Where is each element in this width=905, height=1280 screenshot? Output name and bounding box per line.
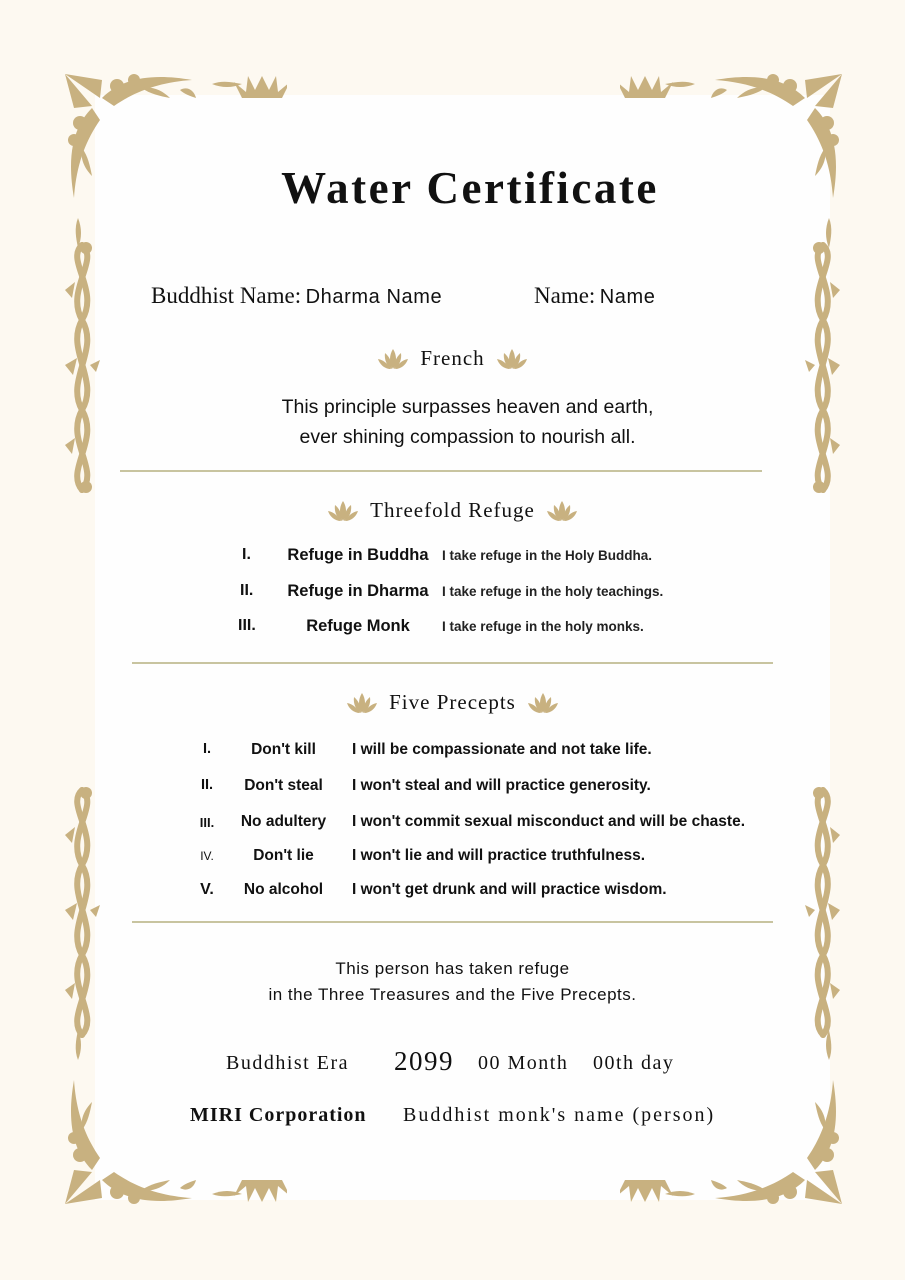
item-term: Refuge in Dharma: [287, 582, 429, 600]
era-year[interactable]: 2099: [394, 1046, 454, 1076]
signature-row: [0, 1100, 905, 1130]
names-row: [151, 283, 771, 315]
era-label: Buddhist Era: [226, 1052, 349, 1074]
item-term: Don't lie: [253, 847, 314, 864]
certificate-title: Water Certificate: [281, 163, 659, 213]
name-block: [534, 283, 656, 309]
item-description: I won't get drunk and will practice wisdom.: [352, 881, 667, 898]
section-heading-five-precepts: [0, 690, 905, 715]
item-number: II.: [240, 582, 254, 599]
lotus-icon: [495, 347, 529, 371]
item-description: I take refuge in the holy monks.: [442, 619, 644, 634]
date-month[interactable]: 00 Month: [478, 1052, 569, 1074]
organization-name: MIRI Corporation: [190, 1104, 367, 1126]
item-description: I take refuge in the holy teachings.: [442, 584, 664, 599]
name-label: Name:: [534, 283, 596, 308]
item-number: IV.: [200, 849, 214, 863]
item-description: I take refuge in the Holy Buddha.: [442, 548, 653, 563]
item-term: Refuge Monk: [306, 617, 410, 635]
buddhist-name-label: Buddhist Name:: [151, 283, 302, 308]
item-number: I.: [202, 741, 212, 757]
five-precepts-heading: Five Precepts: [389, 690, 516, 714]
item-term: Don't steal: [244, 777, 323, 794]
item-description: I won't steal and will practice generosity.: [352, 777, 651, 794]
lotus-icon: [345, 691, 379, 715]
french-line-1: This principle surpasses heaven and earth,: [281, 396, 654, 418]
french-line-2: ever shining compassion to nourish all.: [299, 426, 636, 448]
monk-name[interactable]: Buddhist monk's name (person): [403, 1104, 716, 1126]
section-heading-threefold-refuge: [0, 498, 905, 523]
item-term: Refuge in Buddha: [287, 546, 429, 564]
buddhist-name-value[interactable]: Dharma Name: [305, 286, 443, 308]
item-term: No alcohol: [243, 881, 324, 898]
lotus-icon: [326, 499, 360, 523]
item-number: II.: [200, 777, 214, 793]
item-number: I.: [242, 546, 251, 563]
item-term: Don't kill: [251, 741, 316, 758]
lotus-icon: [376, 347, 410, 371]
date-row: [0, 1046, 905, 1080]
item-description: I won't lie and will practice truthfulness.: [352, 847, 646, 864]
name-value[interactable]: Name: [599, 286, 656, 308]
item-number: III.: [238, 617, 256, 634]
french-heading: French: [420, 346, 485, 370]
closing-line-2: in the Three Treasures and the Five Precepts.: [268, 985, 637, 1004]
lotus-icon: [545, 499, 579, 523]
divider: [120, 470, 762, 472]
closing-line-1: This person has taken refuge: [335, 959, 570, 978]
threefold-refuge-heading: Threefold Refuge: [370, 498, 535, 522]
item-term: No adultery: [240, 813, 327, 830]
item-description: I won't commit sexual misconduct and will be chaste.: [352, 813, 745, 830]
section-heading-french: [0, 346, 905, 371]
item-number: III.: [199, 815, 215, 830]
item-number: V.: [200, 881, 214, 898]
divider: [132, 921, 773, 923]
lotus-icon: [526, 691, 560, 715]
divider: [132, 662, 773, 664]
item-description: I will be compassionate and not take life.: [352, 741, 652, 758]
date-day[interactable]: 00th day: [593, 1052, 675, 1074]
